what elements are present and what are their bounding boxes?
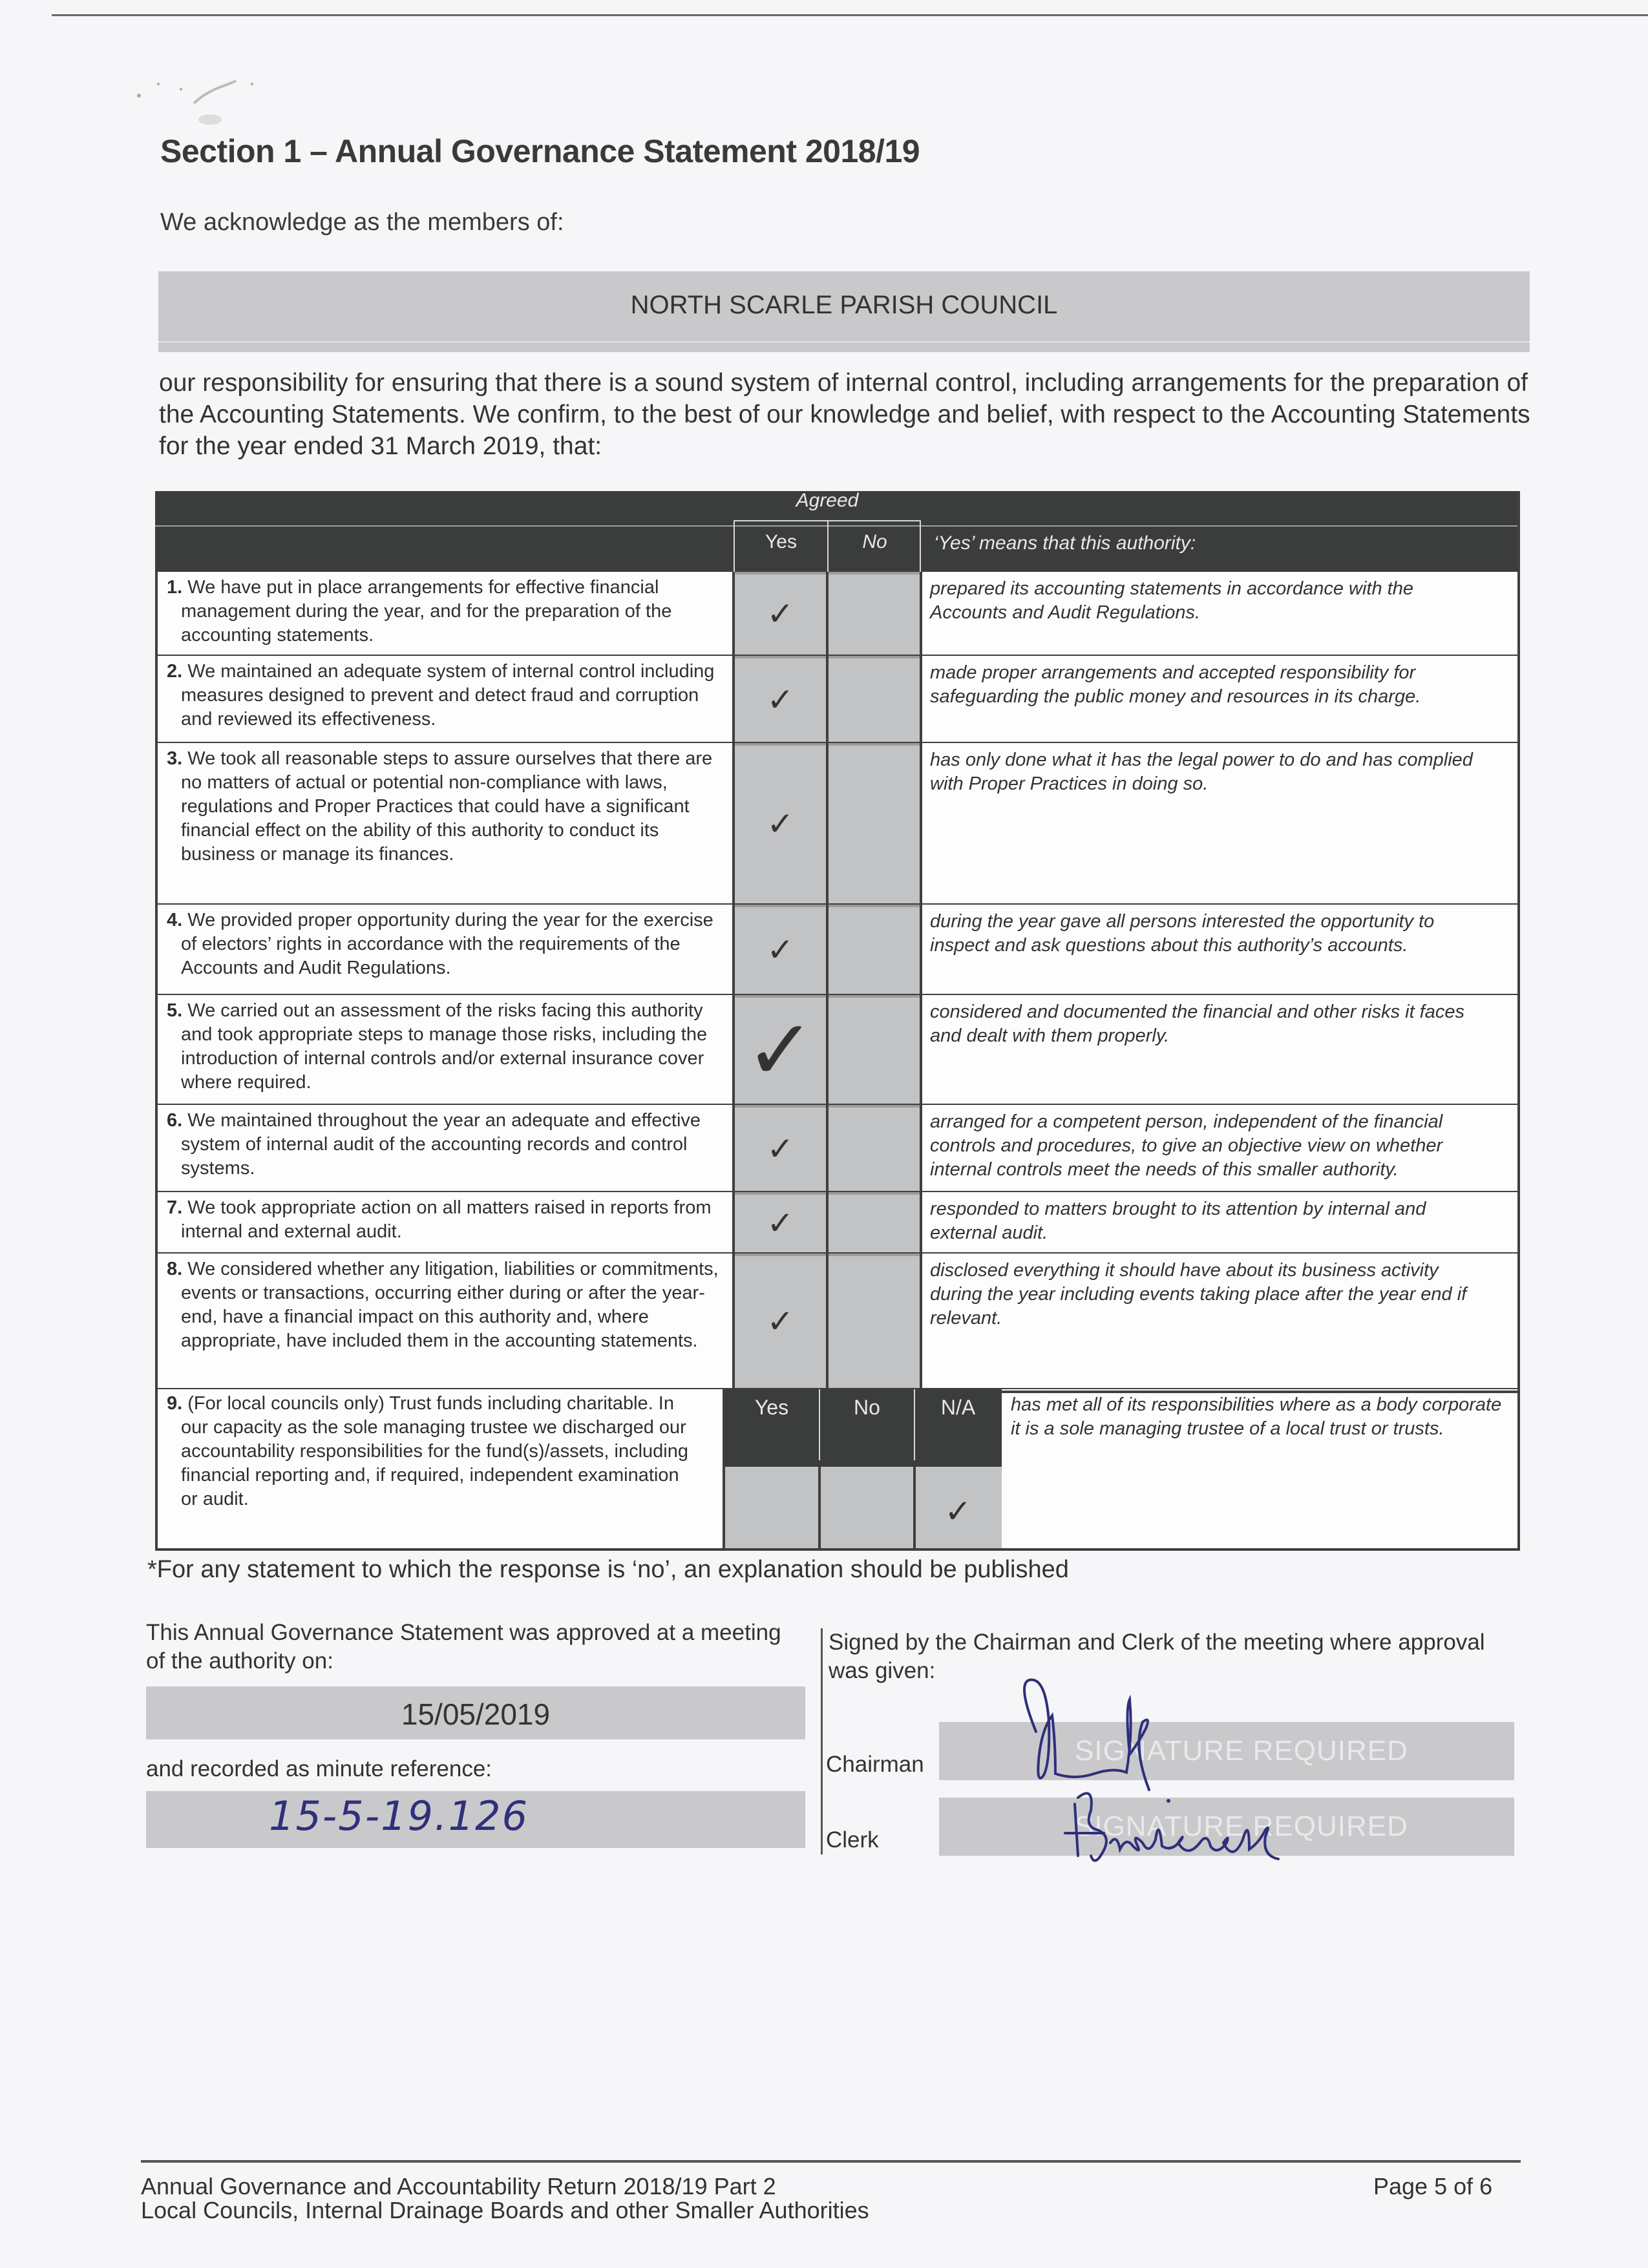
statement-number: 4. (167, 910, 183, 930)
statement-text (167, 1196, 734, 1244)
yes-checkbox[interactable] (734, 572, 827, 656)
col-divider (818, 1467, 821, 1551)
yes-checkbox[interactable] (734, 743, 827, 905)
col-divider (920, 743, 922, 905)
col-divider (913, 1467, 916, 1551)
yes-header-label: Yes (765, 531, 797, 552)
statement-body: We provided proper opportunity during the year for the exercise of electors’ rights in accordance with the requirements of the Accounts and Audit Regulations. (181, 910, 713, 978)
col-divider (826, 1254, 829, 1389)
footer-subtitle: Local Councils, Internal Drainage Boards and other Smaller Authorities (141, 2197, 869, 2223)
trust-na-label: N/A (940, 1396, 976, 1419)
statement-cell (158, 1192, 734, 1254)
statement-text (167, 1109, 734, 1181)
intro-paragraph: our responsibility for ensuring that there is a sound system of internal control, including arrangements for the preparation of the Accounting Statements. We confirm, to the best of our knowledge and belief, with respect to the Accounting Statements for the year ended 31 March 2019, that: (159, 369, 1530, 460)
meaning-text: responded to matters brought to its attention by internal and external audit. (930, 1199, 1426, 1243)
signature-placeholder: SIGNATURE REQUIRED (1075, 1735, 1408, 1767)
table-row (155, 995, 1520, 1105)
col-divider (826, 743, 829, 905)
meaning-cell (921, 1254, 1520, 1389)
col-divider (826, 995, 829, 1105)
statement-body: We maintained an adequate system of internal control including measures designed to prevent and detect fraud and corruption and reviewed its effectiveness. (181, 661, 715, 730)
means-header-label: ‘Yes’ means that this authority: (934, 532, 1196, 554)
authority-name-field[interactable] (158, 271, 1530, 352)
signed-text: Signed by the Chairman and Clerk of the meeting where approval was given: (829, 1630, 1485, 1683)
meaning-text: during the year gave all persons interested the opportunity to inspect and ask questions about this authority’s accounts. (930, 911, 1435, 956)
statement-body: We carried out an assessment of the risks facing this authority and took appropriate steps to manage those risks, including the introduction of internal controls and/or external insurance cover where required. (181, 1000, 708, 1093)
meaning-cell (1002, 1389, 1517, 1551)
yes-checkbox[interactable] (734, 995, 827, 1105)
meaning-cell (921, 1105, 1520, 1192)
trust-header-divider (914, 1389, 915, 1460)
no-checkbox[interactable] (827, 1192, 921, 1254)
table-row (155, 905, 1520, 995)
col-divider (732, 1105, 735, 1192)
governance-table (155, 491, 1520, 1551)
col-divider (732, 743, 735, 905)
col-divider (920, 905, 922, 995)
meeting-date: 15/05/2019 (401, 1697, 551, 1731)
trust-yes-header (724, 1396, 819, 1420)
trust-yes-checkbox[interactable] (724, 1467, 819, 1551)
trust-na-header (914, 1396, 1002, 1420)
col-divider (826, 656, 829, 743)
no-header (829, 531, 921, 553)
chairman-label: Chairman (826, 1752, 924, 1777)
statement-cell (158, 1105, 734, 1192)
meaning-cell (921, 656, 1520, 743)
table-border-right (1517, 491, 1520, 1551)
scan-top-edge (52, 14, 1648, 16)
meaning-text: prepared its accounting statements in accordance with the Accounts and Audit Regulations. (930, 578, 1413, 623)
table-row (155, 743, 1520, 905)
minute-reference: 15-5-19.126 (269, 1792, 529, 1840)
approved-text: This Annual Governance Statement was approved at a meeting of the authority on: (146, 1620, 781, 1674)
trust-na-checkbox[interactable] (914, 1467, 1002, 1551)
minute-reference-label: and recorded as minute reference: (146, 1756, 492, 1781)
page-number: Page 5 of 6 (1373, 2173, 1493, 2200)
no-checkbox[interactable] (827, 1254, 921, 1389)
statement-number: 8. (167, 1259, 183, 1279)
meaning-text: arranged for a competent person, independent of the financial controls and procedures, to give an objective view on whether internal controls meet the needs of this smaller authority. (930, 1111, 1443, 1180)
minute-reference-field[interactable] (146, 1791, 805, 1848)
statement-cell (158, 1254, 734, 1389)
col-divider (920, 1254, 922, 1389)
col-divider (920, 1105, 922, 1192)
statement-text (167, 999, 734, 1095)
trust-no-checkbox[interactable] (819, 1467, 914, 1551)
yes-checkbox[interactable] (734, 1192, 827, 1254)
col-divider (732, 656, 735, 743)
clerk-signature-field[interactable] (939, 1798, 1514, 1856)
trust-header-divider (819, 1389, 820, 1460)
meaning-text: has met all of its responsibilities where as a body corporate it is a sole managing trustee of a local trust or trusts. (1011, 1394, 1502, 1439)
col-divider (826, 572, 829, 656)
statement-cell (158, 995, 734, 1105)
no-checkbox[interactable] (827, 995, 921, 1105)
col-divider (920, 572, 922, 656)
section-divider (821, 1628, 823, 1854)
statement-text (167, 1392, 698, 1511)
yes-checkbox[interactable] (734, 1105, 827, 1192)
trust-yes-label: Yes (754, 1396, 789, 1419)
statement-text (167, 660, 734, 731)
statement-number: 7. (167, 1197, 183, 1218)
meaning-text: disclosed everything it should have about its business activity during the year including events taking place after the year end if relevant. (930, 1260, 1467, 1328)
statement-cell (158, 1389, 724, 1551)
no-checkbox[interactable] (827, 905, 921, 995)
checkmark-icon: ✓ (766, 1303, 794, 1340)
statement-cell (158, 656, 734, 743)
checkmark-icon: ✓ (766, 805, 794, 843)
col-divider (732, 995, 735, 1105)
statement-cell (158, 905, 734, 995)
statement-number: 3. (167, 748, 183, 769)
statement-body: We took all reasonable steps to assure ourselves that there are no matters of actual or potential non-compliance with laws, regulations and Proper Practices that could have a significant financial effect on the ability of this authority to conduct its business or manage its finances. (181, 748, 713, 865)
statement-number: 9. (167, 1393, 183, 1414)
meaning-cell (921, 743, 1520, 905)
checkmark-icon: ✓ (745, 1001, 816, 1099)
no-checkbox[interactable] (827, 656, 921, 743)
acknowledge-text: We acknowledge as the members of: (160, 209, 564, 236)
col-divider (920, 656, 922, 743)
col-divider (920, 995, 922, 1105)
meaning-cell (921, 905, 1520, 995)
statement-text (167, 1257, 734, 1353)
statement-cell (158, 572, 734, 656)
checkmark-icon: ✓ (766, 595, 794, 633)
table-row (155, 572, 1520, 656)
statement-number: 1. (167, 577, 183, 598)
statement-body: We maintained throughout the year an adequate and effective system of internal audit of the accounting records and control systems. (181, 1110, 701, 1179)
no-checkbox[interactable] (827, 1105, 921, 1192)
meaning-cell (921, 1192, 1520, 1254)
col-divider (920, 1192, 922, 1254)
statement-number: 5. (167, 1000, 183, 1021)
yes-checkbox[interactable] (734, 905, 827, 995)
yes-checkbox[interactable] (734, 1254, 827, 1389)
statement-body: We considered whether any litigation, liabilities or commitments, events or transactions, occurring either during or after the year-end, have a financial impact on this authority and, where appropriate, have included them in the accounting statements. (181, 1259, 719, 1351)
no-checkbox[interactable] (827, 743, 921, 905)
meaning-text: has only done what it has the legal power to do and has complied with Proper Practices in doing so. (930, 750, 1473, 794)
footer-title: Annual Governance and Accountability Return 2018/19 Part 2 (141, 2173, 776, 2200)
authority-name: NORTH SCARLE PARISH COUNCIL (630, 291, 1058, 319)
clerk-signature (1065, 1772, 1285, 1869)
col-divider (732, 1254, 735, 1389)
table-row (155, 1254, 1520, 1389)
clerk-label: Clerk (826, 1827, 879, 1853)
statement-text (167, 576, 734, 647)
page-title: Section 1 – Annual Governance Statement 2018/19 (160, 133, 920, 169)
col-divider (732, 905, 735, 995)
col-divider (826, 1105, 829, 1192)
row-divider (155, 1548, 1520, 1551)
table-row (155, 656, 1520, 743)
meeting-date-field[interactable] (146, 1686, 805, 1739)
agreed-header (734, 490, 921, 512)
meaning-text: made proper arrangements and accepted responsibility for safeguarding the public money and resources in its charge. (930, 662, 1421, 707)
statement-body: (For local councils only) Trust funds including charitable. In our capacity as the sole managing trustee we discharged our accountability responsibilities for the fund(s)/assets, including financial reporting and, if required, independent examination or audit. (181, 1393, 689, 1509)
no-checkbox[interactable] (827, 572, 921, 656)
meaning-text: considered and documented the financial and other risks it faces and dealt with them properly. (930, 1002, 1464, 1046)
col-divider (732, 1192, 735, 1254)
yes-header (735, 531, 827, 553)
col-divider (826, 905, 829, 995)
meaning-cell (921, 995, 1520, 1105)
statement-cell (158, 743, 734, 905)
table-row (155, 1105, 1520, 1192)
table-row-trust-funds (155, 1389, 1520, 1551)
trust-no-label: No (854, 1396, 880, 1419)
checkmark-icon: ✓ (766, 1204, 794, 1242)
table-border-left (155, 572, 158, 1551)
footnote: *For any statement to which the response is ‘no’, an explanation should be published (147, 1556, 1069, 1583)
statement-body: We took appropriate action on all matters raised in reports from internal and external audit. (181, 1197, 712, 1242)
checkmark-icon: ✓ (944, 1493, 972, 1530)
statement-text (167, 747, 734, 866)
col-divider (723, 1389, 725, 1551)
footer-divider (141, 2160, 1521, 2163)
checkmark-icon: ✓ (766, 680, 794, 719)
col-divider (732, 572, 735, 656)
statement-body: We have put in place arrangements for effective financial management during the year, and for the preparation of the accounting statements. (181, 577, 672, 646)
col-divider (826, 1192, 829, 1254)
statement-number: 2. (167, 661, 183, 682)
no-header-label: No (862, 531, 887, 552)
yes-checkbox[interactable] (734, 656, 827, 743)
trust-no-header (819, 1396, 914, 1420)
checkmark-icon: ✓ (766, 1129, 794, 1168)
meaning-cell (921, 572, 1520, 656)
means-header (934, 532, 1196, 554)
statement-text (167, 908, 734, 980)
statement-number: 6. (167, 1110, 183, 1131)
row-divider (1002, 1391, 1520, 1393)
scan-smudge (123, 58, 284, 129)
checkmark-icon: ✓ (766, 931, 794, 969)
table-row (155, 1192, 1520, 1254)
agreed-label: Agreed (796, 490, 859, 511)
signature-placeholder: SIGNATURE REQUIRED (1075, 1811, 1408, 1842)
